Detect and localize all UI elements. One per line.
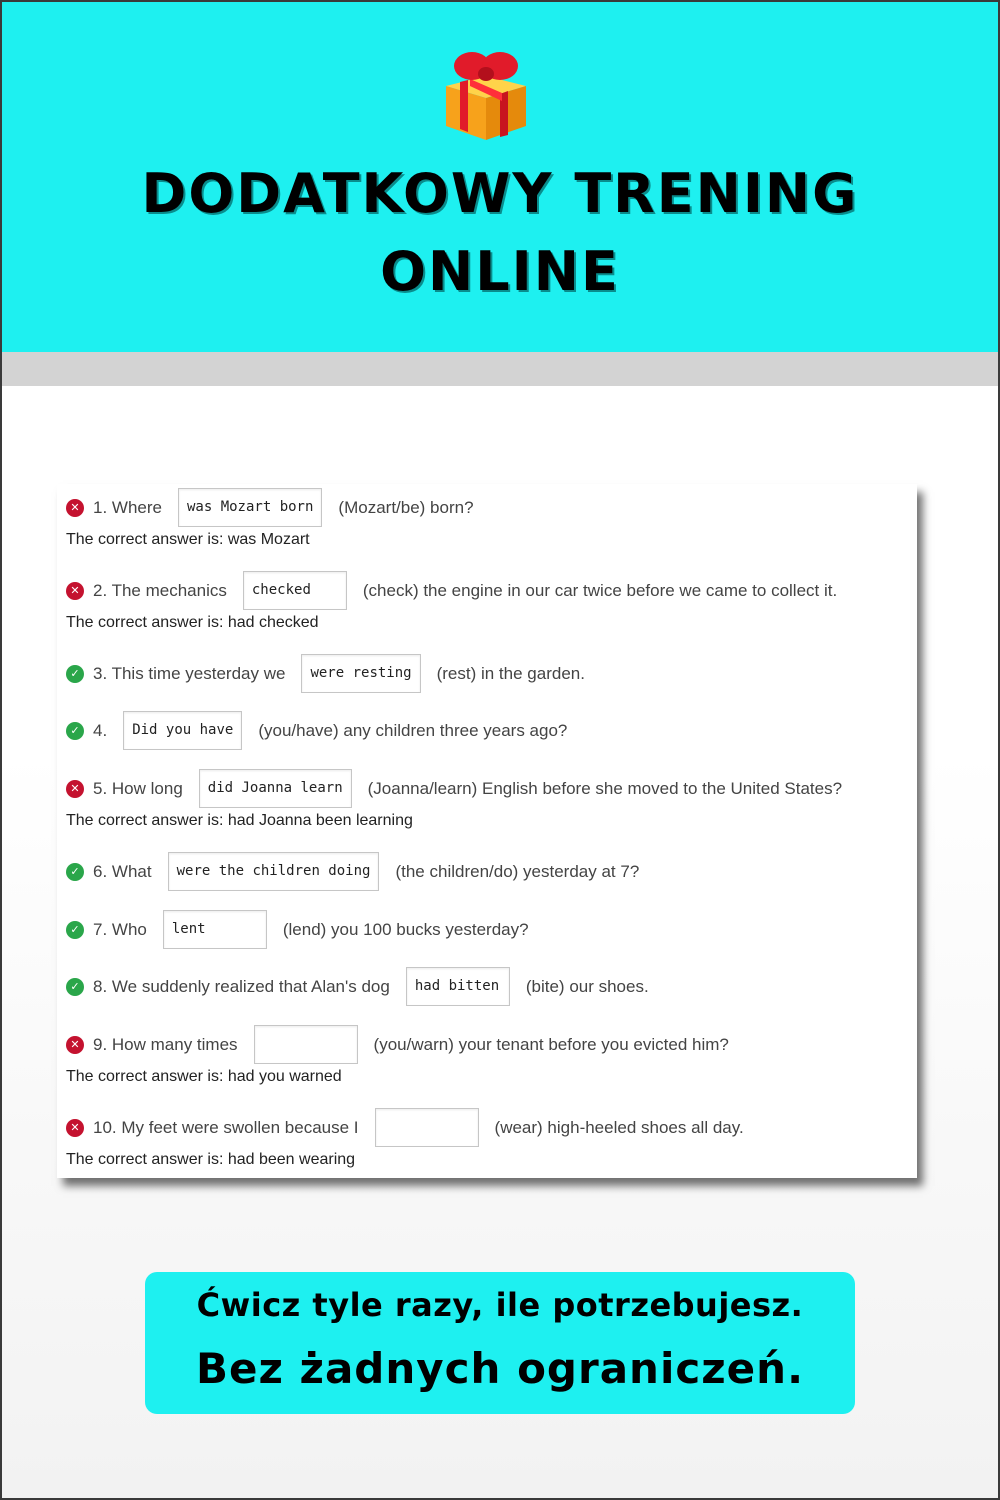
check-icon: ✓ (66, 665, 84, 683)
wrong-icon: ✕ (66, 582, 84, 600)
wrong-icon: ✕ (66, 1119, 84, 1137)
question-prefix: 3. This time yesterday we (93, 663, 286, 683)
question-suffix: (you/have) any children three years ago? (258, 720, 568, 740)
answer-input[interactable]: were resting (301, 654, 420, 693)
question-suffix: (rest) in the garden. (436, 663, 585, 683)
correct-answer: The correct answer is: had checked (66, 614, 319, 631)
question-row (66, 654, 585, 693)
answer-input[interactable]: were the children doing (168, 852, 380, 891)
hero-banner (0, 0, 1000, 352)
check-icon: ✓ (66, 978, 84, 996)
correct-answer: The correct answer is: had you warned (66, 1068, 342, 1085)
answer-input[interactable]: was Mozart born (178, 488, 322, 527)
question-prefix: 1. Where (93, 497, 162, 517)
question-row (66, 852, 639, 891)
cta-line-2: Bez żadnych ograniczeń. (195, 1344, 805, 1393)
question-suffix: (the children/do) yesterday at 7? (395, 861, 640, 881)
question-prefix: 5. How long (93, 778, 183, 798)
question-prefix: 6. What (93, 861, 152, 881)
wrong-icon: ✕ (66, 1036, 84, 1054)
question-prefix: 2. The mechanics (93, 580, 227, 600)
question-row (66, 769, 842, 808)
check-icon: ✓ (66, 863, 84, 881)
title-line-2: ONLINE (380, 240, 620, 303)
answer-input[interactable]: did Joanna learn (199, 769, 352, 808)
banner-shadow (0, 352, 1000, 386)
question-prefix: 7. Who (93, 919, 147, 939)
question-suffix: (lend) you 100 bucks yesterday? (282, 919, 529, 939)
answer-input[interactable]: had bitten (406, 967, 510, 1006)
question-prefix: 9. How many times (93, 1034, 238, 1054)
answer-input[interactable] (375, 1108, 479, 1147)
answer-input[interactable]: checked (243, 571, 347, 610)
correct-answer: The correct answer is: had been wearing (66, 1151, 356, 1168)
question-suffix: (Joanna/learn) English before she moved to the United States? (367, 778, 843, 798)
gift-icon (440, 46, 532, 142)
question-suffix: (Mozart/be) born? (338, 497, 474, 517)
question-suffix: (you/warn) your tenant before you evicted him? (373, 1034, 729, 1054)
question-prefix: 8. We suddenly realized that Alan's dog (93, 976, 390, 996)
question-row (66, 910, 529, 949)
quiz-results-card (57, 484, 917, 1178)
correct-answer: The correct answer is: had Joanna been learning (66, 812, 413, 829)
question-suffix: (bite) our shoes. (525, 976, 649, 996)
question-suffix: (wear) high-heeled shoes all day. (494, 1117, 744, 1137)
question-row (66, 1025, 729, 1064)
answer-input[interactable]: lent (163, 910, 267, 949)
answer-input[interactable]: Did you have (123, 711, 242, 750)
wrong-icon: ✕ (66, 780, 84, 798)
check-icon: ✓ (66, 722, 84, 740)
correct-answer: The correct answer is: was Mozart (66, 531, 310, 548)
question-row (66, 967, 649, 1006)
question-prefix: 4. (93, 720, 108, 740)
answer-input[interactable] (254, 1025, 358, 1064)
question-prefix: 10. My feet were swollen because I (93, 1117, 359, 1137)
wrong-icon: ✕ (66, 499, 84, 517)
cta-box (145, 1272, 855, 1414)
cta-line-1: Ćwicz tyle razy, ile potrzebujesz. (196, 1286, 804, 1324)
check-icon: ✓ (66, 921, 84, 939)
question-row (66, 488, 474, 527)
question-suffix: (check) the engine in our car twice before we came to collect it. (362, 580, 838, 600)
question-row (66, 1108, 744, 1147)
question-row (66, 711, 567, 750)
title-line-1: DODATKOWY TRENING (141, 162, 859, 225)
page-title (0, 155, 1000, 311)
question-row (66, 571, 837, 610)
